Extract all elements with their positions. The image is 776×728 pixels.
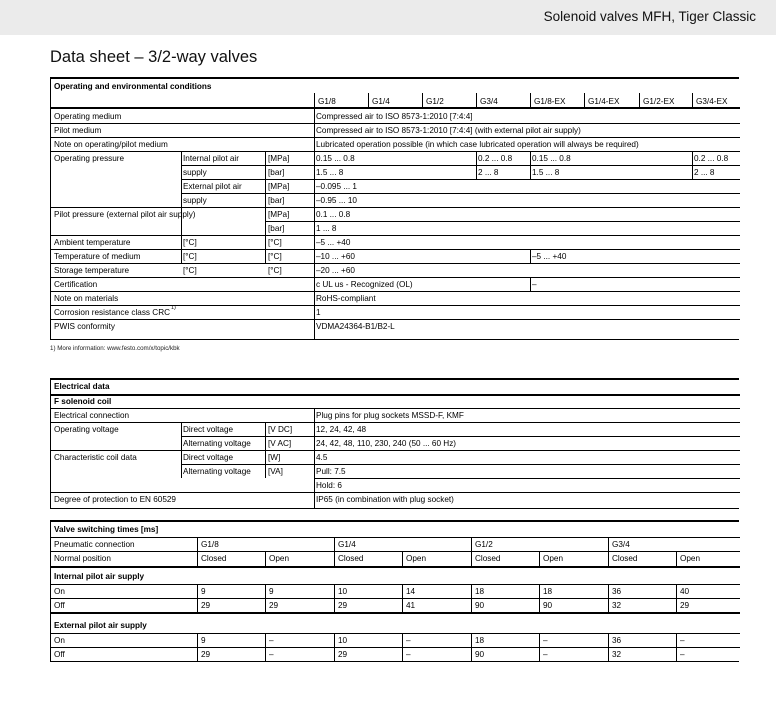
dc-unit: [V DC] xyxy=(268,425,293,434)
crc-label: Corrosion resistance class CRC xyxy=(54,308,171,317)
column-divider xyxy=(314,107,315,340)
column-divider xyxy=(676,551,677,566)
external-off-value: – xyxy=(406,650,411,659)
column-divider xyxy=(197,537,198,566)
external-off-value: 29 xyxy=(338,650,348,659)
connection-value: Plug pins for plug sockets MSSD-F, KMF xyxy=(316,411,464,420)
section-title: Operating and environmental conditions xyxy=(54,82,212,91)
coil-dc-unit: [W] xyxy=(268,453,281,462)
unit-bar: [bar] xyxy=(268,224,285,233)
int-bar-g34ex: 2 ... 8 xyxy=(694,168,715,177)
column-divider xyxy=(181,422,182,478)
coil-dc-value: 4.5 xyxy=(316,453,328,462)
external-on-value: 36 xyxy=(612,636,622,645)
row-divider xyxy=(314,478,740,479)
column-divider xyxy=(265,584,266,612)
storage-temp-value: –20 ... +60 xyxy=(316,266,355,275)
column-divider xyxy=(676,584,677,612)
int-bar-g18-g12: 1.5 ... 8 xyxy=(316,168,344,177)
external-on-value: – xyxy=(269,636,274,645)
dc-value: 12, 24, 42, 48 xyxy=(316,425,367,434)
internal-on-value: 10 xyxy=(338,587,348,596)
row-divider xyxy=(51,249,740,250)
external-on-value: 9 xyxy=(201,636,206,645)
row-divider xyxy=(51,305,740,306)
column-header: G1/4 xyxy=(372,97,390,106)
unit-mpa: [MPa] xyxy=(268,210,290,219)
open-header: Open xyxy=(406,554,427,563)
row-divider xyxy=(51,394,740,396)
pilot-pressure-label: Pilot pressure (external pilot air supply) xyxy=(54,210,196,219)
column-divider xyxy=(402,584,403,612)
row-divider xyxy=(51,151,740,152)
int-bar-g34: 2 ... 8 xyxy=(478,168,499,177)
pneumatic-connection-label: Pneumatic connection xyxy=(54,540,135,549)
row-divider xyxy=(51,408,740,409)
switching-times-table xyxy=(50,520,739,662)
column-divider xyxy=(334,633,335,662)
unit-mpa: [MPa] xyxy=(268,154,290,163)
port-header: G1/4 xyxy=(338,540,356,549)
column-divider xyxy=(530,277,531,291)
medium-temp-ex: –5 ... +40 xyxy=(532,252,567,261)
page-header xyxy=(0,0,776,35)
ext-bar: –0.95 ... 10 xyxy=(316,196,357,205)
column-divider xyxy=(692,151,693,179)
dc-label: Direct voltage xyxy=(183,425,234,434)
column-divider xyxy=(530,249,531,263)
column-header: G1/8-EX xyxy=(534,97,566,106)
port-header: G1/8 xyxy=(201,540,219,549)
coil-ac-unit: [VA] xyxy=(268,467,283,476)
internal-on-value: 14 xyxy=(406,587,416,596)
materials-value: RoHS-compliant xyxy=(316,294,376,303)
column-divider xyxy=(368,93,369,107)
column-header: G1/4-EX xyxy=(588,97,620,106)
certification-ex: – xyxy=(532,280,537,289)
crc-footnote-mark: 1) xyxy=(171,305,176,311)
internal-off-value: 90 xyxy=(475,601,485,610)
column-divider xyxy=(476,151,477,179)
row-divider xyxy=(51,291,740,292)
connection-label: Electrical connection xyxy=(54,411,130,420)
external-pilot-title: External pilot air supply xyxy=(54,621,147,630)
pilot-bar: 1 ... 8 xyxy=(316,224,337,233)
column-divider xyxy=(197,633,198,662)
section-title: Valve switching times [ms] xyxy=(54,525,159,534)
off-label: Off xyxy=(54,650,65,659)
unit-degc: [°C] xyxy=(183,238,197,247)
closed-header: Closed xyxy=(475,554,501,563)
unit-degc: [°C] xyxy=(183,252,197,261)
normal-position-label: Normal position xyxy=(54,554,111,563)
note-medium-label: Note on operating/pilot medium xyxy=(54,140,168,149)
column-divider xyxy=(265,633,266,662)
column-divider xyxy=(539,551,540,566)
internal-off-value: 41 xyxy=(406,601,416,610)
ambient-temp-label: Ambient temperature xyxy=(54,238,131,247)
internal-pilot-label: Internal pilot air xyxy=(183,154,239,163)
ac-unit: [V AC] xyxy=(268,439,292,448)
row-divider xyxy=(51,537,740,538)
off-label: Off xyxy=(54,601,65,610)
row-divider xyxy=(51,123,740,124)
open-header: Open xyxy=(269,554,290,563)
internal-pilot-label-2: supply xyxy=(183,168,207,177)
unit-bar: [bar] xyxy=(268,196,285,205)
ip-label: Degree of protection to EN 60529 xyxy=(54,495,176,504)
row-divider xyxy=(51,319,740,320)
footnote: 1) More information: www.festo.com/x/topic/kbk xyxy=(50,345,180,352)
column-header: G1/2-EX xyxy=(643,97,675,106)
int-bar-ex: 1.5 ... 8 xyxy=(532,168,560,177)
row-divider xyxy=(51,566,740,568)
section-title: Electrical data xyxy=(54,382,110,391)
internal-on-value: 40 xyxy=(680,587,690,596)
column-header: G3/4 xyxy=(480,97,498,106)
row-divider xyxy=(51,633,740,634)
column-divider xyxy=(265,151,266,263)
ac-value: 24, 42, 48, 110, 230, 240 (50 ... 60 Hz) xyxy=(316,439,457,448)
row-divider xyxy=(51,612,740,614)
certification-value: c UL us - Recognized (OL) xyxy=(316,280,413,289)
column-divider xyxy=(471,537,472,566)
storage-temp-label: Storage temperature xyxy=(54,266,130,275)
row-divider xyxy=(51,235,740,236)
external-off-value: 29 xyxy=(201,650,211,659)
row-divider xyxy=(51,207,740,208)
unit-bar: [bar] xyxy=(268,168,285,177)
column-divider xyxy=(197,584,198,612)
operating-pressure-label: Operating pressure xyxy=(54,154,125,163)
ac-label: Alternating voltage xyxy=(183,439,251,448)
medium-temp-label: Temperature of medium xyxy=(54,252,141,261)
internal-off-value: 90 xyxy=(543,601,553,610)
materials-label: Note on materials xyxy=(54,294,119,303)
internal-pilot-title: Internal pilot air supply xyxy=(54,572,145,581)
internal-off-value: 29 xyxy=(201,601,211,610)
column-divider xyxy=(692,93,693,107)
external-off-value: – xyxy=(680,650,685,659)
int-mpa-g18-g12: 0.15 ... 0.8 xyxy=(316,154,355,163)
ambient-temp-value: –5 ... +40 xyxy=(316,238,351,247)
row-divider xyxy=(51,263,740,264)
external-pilot-label: External pilot air xyxy=(183,182,242,191)
unit-mpa: [MPa] xyxy=(268,182,290,191)
column-divider xyxy=(265,551,266,566)
pwis-label: PWIS conformity xyxy=(54,322,115,331)
column-divider xyxy=(181,151,182,263)
external-on-value: – xyxy=(543,636,548,645)
note-medium-value: Lubricated operation possible (in which case lubricated operation will always be required) xyxy=(316,140,639,149)
column-divider xyxy=(608,537,609,566)
coil-pull: Pull: 7.5 xyxy=(316,467,346,476)
external-off-value: – xyxy=(543,650,548,659)
closed-header: Closed xyxy=(612,554,638,563)
unit-degc: [°C] xyxy=(268,238,282,247)
column-divider xyxy=(314,408,315,509)
external-on-value: 10 xyxy=(338,636,348,645)
ext-mpa: –0.095 ... 1 xyxy=(316,182,357,191)
closed-header: Closed xyxy=(338,554,364,563)
column-divider xyxy=(402,551,403,566)
row-divider xyxy=(51,584,740,585)
operating-conditions-table xyxy=(50,77,739,340)
internal-off-value: 29 xyxy=(338,601,348,610)
column-divider xyxy=(639,93,640,107)
certification-label: Certification xyxy=(54,280,98,289)
coil-label: Characteristic coil data xyxy=(54,453,137,462)
column-divider xyxy=(530,93,531,107)
external-off-value: 32 xyxy=(612,650,622,659)
column-divider xyxy=(265,422,266,478)
column-header: G1/2 xyxy=(426,97,444,106)
column-header: G3/4-EX xyxy=(696,97,728,106)
open-header: Open xyxy=(680,554,701,563)
column-divider xyxy=(676,633,677,662)
column-divider xyxy=(476,93,477,107)
column-divider xyxy=(422,93,423,107)
column-divider xyxy=(402,633,403,662)
column-divider xyxy=(608,584,609,612)
column-divider xyxy=(471,584,472,612)
crc-value: 1 xyxy=(316,308,321,317)
operating-medium-value: Compressed air to ISO 8573-1:2010 [7:4:4] xyxy=(316,112,473,121)
column-divider xyxy=(530,151,531,179)
row-divider xyxy=(265,221,740,222)
internal-on-value: 18 xyxy=(543,587,553,596)
row-divider xyxy=(51,107,740,109)
ip-value: IP65 (in combination with plug socket) xyxy=(316,495,454,504)
port-header: G1/2 xyxy=(475,540,493,549)
row-divider xyxy=(51,647,740,648)
row-divider xyxy=(51,551,740,552)
pilot-mpa: 0.1 ... 0.8 xyxy=(316,210,351,219)
internal-on-value: 18 xyxy=(475,587,485,596)
closed-header: Closed xyxy=(201,554,227,563)
column-divider xyxy=(334,584,335,612)
row-divider xyxy=(51,422,740,423)
unit-degc: [°C] xyxy=(268,252,282,261)
internal-on-value: 9 xyxy=(201,587,206,596)
external-off-value: 90 xyxy=(475,650,485,659)
int-mpa-g34: 0.2 ... 0.8 xyxy=(478,154,513,163)
pilot-medium-value: Compressed air to ISO 8573-1:2010 [7:4:4] (with external pilot air supply) xyxy=(316,126,581,135)
int-mpa-ex: 0.15 ... 0.8 xyxy=(532,154,571,163)
external-pilot-label-2: supply xyxy=(183,196,207,205)
electrical-data-table xyxy=(50,378,739,509)
row-divider xyxy=(51,598,740,599)
row-divider xyxy=(51,450,740,451)
coil-ac-label: Alternating voltage xyxy=(183,467,251,476)
column-header: G1/8 xyxy=(318,97,336,106)
internal-on-value: 9 xyxy=(269,587,274,596)
medium-temp-value: –10 ... +60 xyxy=(316,252,355,261)
external-on-value: 18 xyxy=(475,636,485,645)
row-divider xyxy=(51,137,740,138)
column-divider xyxy=(608,633,609,662)
internal-off-value: 29 xyxy=(680,601,690,610)
internal-off-value: 29 xyxy=(269,601,279,610)
page-title: Data sheet – 3/2-way valves xyxy=(50,48,258,66)
pilot-medium-label: Pilot medium xyxy=(54,126,102,135)
unit-degc: [°C] xyxy=(183,266,197,275)
column-divider xyxy=(584,93,585,107)
operating-medium-label: Operating medium xyxy=(54,112,122,121)
external-on-value: – xyxy=(680,636,685,645)
int-mpa-g34ex: 0.2 ... 0.8 xyxy=(694,154,729,163)
column-divider xyxy=(539,633,540,662)
internal-off-value: 32 xyxy=(612,601,622,610)
open-header: Open xyxy=(543,554,564,563)
coil-hold: Hold: 6 xyxy=(316,481,342,490)
row-divider xyxy=(51,492,740,493)
external-on-value: – xyxy=(406,636,411,645)
on-label: On xyxy=(54,587,65,596)
unit-degc: [°C] xyxy=(268,266,282,275)
port-header: G3/4 xyxy=(612,540,630,549)
header-title: Solenoid valves MFH, Tiger Classic xyxy=(543,9,756,24)
internal-on-value: 36 xyxy=(612,587,622,596)
column-divider xyxy=(314,93,315,107)
pwis-value: VDMA24364-B1/B2-L xyxy=(316,322,395,331)
subsection-title: F solenoid coil xyxy=(54,397,112,406)
column-divider xyxy=(334,537,335,566)
coil-dc-label: Direct voltage xyxy=(183,453,234,462)
voltage-label: Operating voltage xyxy=(54,425,119,434)
column-divider xyxy=(539,584,540,612)
row-divider xyxy=(51,277,740,278)
external-off-value: – xyxy=(269,650,274,659)
column-divider xyxy=(471,633,472,662)
on-label: On xyxy=(54,636,65,645)
